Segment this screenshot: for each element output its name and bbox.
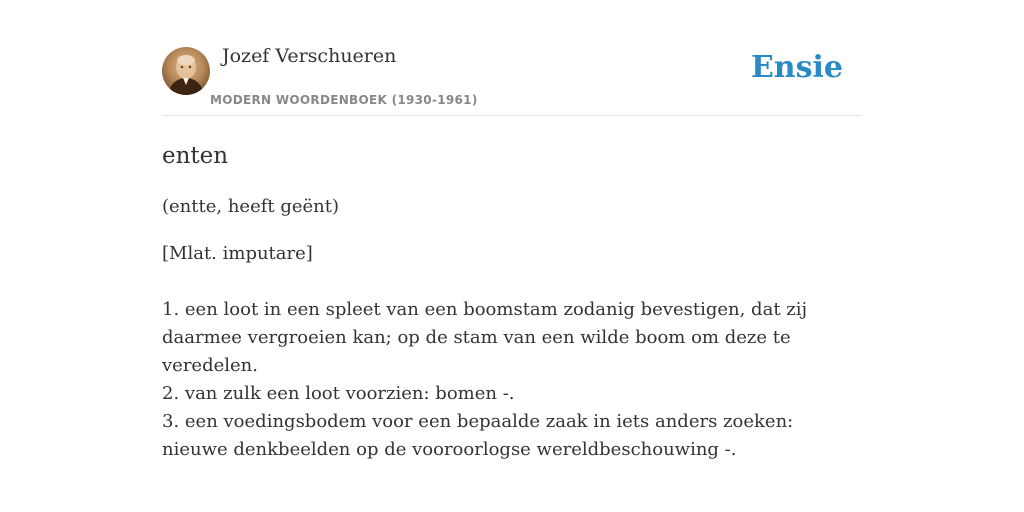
definition-item: 3. een voedingsbodem voor een bepaalde zaak in iets anders zoeken: nieuwe denkbeelden op de vooroorlogse wereldbeschouwing -. [162,411,794,460]
author-name[interactable]: Jozef Verschueren [222,45,397,67]
author-avatar[interactable] [162,47,210,95]
author-portrait-icon [162,47,210,95]
entry-headword: enten [162,143,229,169]
definition-list [162,296,862,464]
entry-etymology: [Mlat. imputare] [162,243,313,264]
definition-item: 2. van zulk een loot voorzien: bomen -. [162,383,515,404]
source-title[interactable]: MODERN WOORDENBOEK (1930-1961) [210,93,478,107]
definition-item: 1. een loot in een spleet van een boomstam zodanig bevestigen, dat zij daarmee vergroeien kan; op de stam van een wilde boom om deze te veredelen. [162,299,808,376]
ensie-logo[interactable]: Ensie [750,50,843,85]
entry-header [162,40,862,116]
entry-forms: (entte, heeft geënt) [162,196,340,217]
entry-card [162,40,862,464]
